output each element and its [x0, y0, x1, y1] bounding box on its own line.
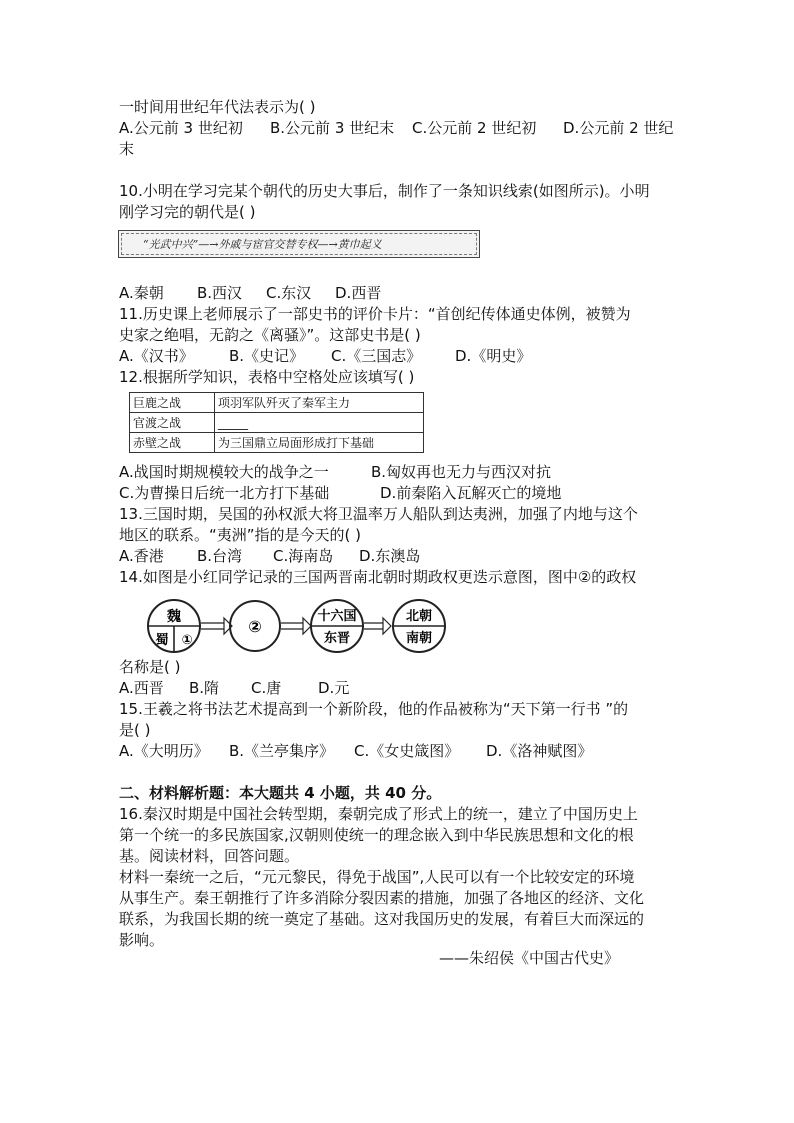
table-cell: 赤壁之战	[130, 433, 215, 453]
q10-option-a: A.秦朝	[119, 284, 164, 302]
q12-option-d: D.前秦陷入瓦解灭亡的境地	[380, 484, 562, 502]
q10-stem-line1: 10.小明在学习完某个朝代的历史大事后，制作了一条知识线索(如图所示)。小明	[119, 182, 650, 200]
q15-option-a: A.《大明历》	[119, 742, 209, 760]
q12-table	[129, 392, 424, 453]
q13-option-c: C.海南岛	[273, 547, 334, 565]
diagram-arrow-3	[364, 618, 391, 634]
q12-option-b: B.匈奴再也无力与西汉对抗	[371, 463, 552, 481]
material-1-line3: 联系，为我国长期的统一奠定了基础。这对我国历史的发展，有着巨大而深远的	[119, 910, 645, 928]
q14-stem-line2: 名称是( )	[119, 658, 181, 676]
q11-option-b: B.《史记》	[229, 347, 305, 365]
q15-option-b: B.《兰亭集序》	[229, 742, 335, 760]
q12-option-c: C.为曹操日后统一北方打下基础	[119, 484, 330, 502]
diagram-arrow-2	[281, 618, 311, 634]
table-cell: 项羽军队歼灭了秦军主力	[215, 393, 424, 413]
q13-option-d: D.东澳岛	[359, 547, 421, 565]
diagram-node-wei-shu	[148, 600, 200, 652]
diagram-label-sixteen-kingdoms: 十六国	[317, 609, 357, 624]
q13-stem-line1: 13.三国时期，吴国的孙权派大将卫温率万人船队到达夷洲，加强了内地与这个	[119, 505, 638, 523]
q10-timeline-text: “光武中兴”—→外戚与宦官交替专权—→黄巾起义	[143, 238, 382, 251]
material-1-source: ——朱绍侯《中国古代史》	[439, 949, 620, 967]
q12-option-a: A.战国时期规模较大的战争之一	[119, 463, 329, 481]
q15-stem-line2: 是( )	[119, 721, 151, 739]
q10-option-d: D.西晋	[335, 284, 382, 302]
q11-option-d: D.《明史》	[455, 347, 532, 365]
diagram-node-2	[230, 601, 280, 651]
table-row	[130, 433, 424, 453]
diagram-label-shu: 蜀	[155, 633, 169, 648]
q13-stem-line2: 地区的联系。“夷洲”指的是今天的( )	[119, 526, 362, 544]
table-cell: 为三国鼎立局面形成打下基础	[215, 433, 424, 453]
q9-option-c: C.公元前 2 世纪初	[412, 119, 537, 137]
q15-stem-line1: 15.王羲之将书法艺术提高到一个新阶段，他的作品被称为“天下第一行书 ”的	[119, 700, 629, 718]
diagram-label-wei: 魏	[167, 609, 181, 625]
q9-option-d-wrap: 末	[119, 140, 135, 158]
material-1-line2: 从事生产。秦王朝推行了许多消除分裂因素的措施，加强了各地区的经济、文化	[119, 889, 645, 907]
diagram-label-beichao: 北朝	[405, 609, 433, 624]
table-row	[130, 413, 424, 433]
q10-option-b: B.西汉	[197, 284, 243, 302]
q9-option-d: D.公元前 2 世纪	[563, 119, 674, 137]
q14-option-c: C.唐	[251, 679, 282, 697]
section-2-heading: 二、材料解析题：本大题共 4 小题，共 40 分。	[119, 784, 442, 802]
q10-timeline-figure	[118, 230, 480, 258]
material-1-line1: 材料一秦统一之后，“元元黎民，得免于战国”,人民可以有一个比较安定的环境	[119, 868, 635, 886]
diagram-label-1: ①	[181, 633, 193, 648]
q11-stem-line2: 史家之绝唱，无韵之《离骚》”。这部史书是( )	[119, 326, 421, 344]
table-cell: 巨鹿之战	[130, 393, 215, 413]
q11-option-a: A.《汉书》	[119, 347, 194, 365]
q11-option-c: C.《三国志》	[331, 347, 422, 365]
q15-option-c: C.《女史箴图》	[354, 742, 460, 760]
diagram-arrow-1	[201, 618, 232, 634]
q16-stem-line1: 16.秦汉时期是中国社会转型期，秦朝完成了形式上的统一，建立了中国历史上	[119, 805, 638, 823]
q16-stem-line3: 基。阅读材料，回答问题。	[119, 847, 300, 865]
q16-stem-line2: 第一个统一的多民族国家,汉朝则使统一的理念嵌入到中华民族思想和文化的根	[119, 826, 634, 844]
diagram-label-2: ②	[248, 617, 262, 636]
material-1-line4: 影响。	[119, 931, 165, 949]
q13-option-a: A.香港	[119, 547, 164, 565]
diagram-node-sixteen-dongjin	[311, 600, 363, 652]
table-cell: _____	[215, 413, 424, 433]
q11-stem-line1: 11.历史课上老师展示了一部史书的评价卡片：“首创纪传体通史体例，被赞为	[119, 305, 631, 323]
table-cell: 官渡之战	[130, 413, 215, 433]
q10-option-c: C.东汉	[266, 284, 312, 302]
q15-option-d: D.《洛神赋图》	[486, 742, 593, 760]
diagram-label-nanchao: 南朝	[405, 631, 433, 646]
q14-option-d: D.元	[318, 679, 350, 697]
q9-option-b: B.公元前 3 世纪末	[270, 119, 395, 137]
q9-tail: 一时间用世纪年代法表示为( )	[119, 98, 316, 116]
q12-stem: 12.根据所学知识，表格中空格处应该填写( )	[119, 368, 415, 386]
diagram-label-dongjin: 东晋	[323, 631, 351, 646]
q10-stem-line2: 刚学习完的朝代是( )	[119, 203, 256, 221]
q14-option-b: B.隋	[189, 679, 220, 697]
q14-stem-line1: 14.如图是小红同学记录的三国两晋南北朝时期政权更迭示意图，图中②的政权	[119, 568, 637, 586]
q9-option-a: A.公元前 3 世纪初	[119, 119, 243, 137]
q13-option-b: B.台湾	[197, 547, 243, 565]
q14-option-a: A.西晋	[119, 679, 164, 697]
diagram-node-beichao-nanchao	[393, 600, 445, 652]
table-row	[130, 393, 424, 413]
